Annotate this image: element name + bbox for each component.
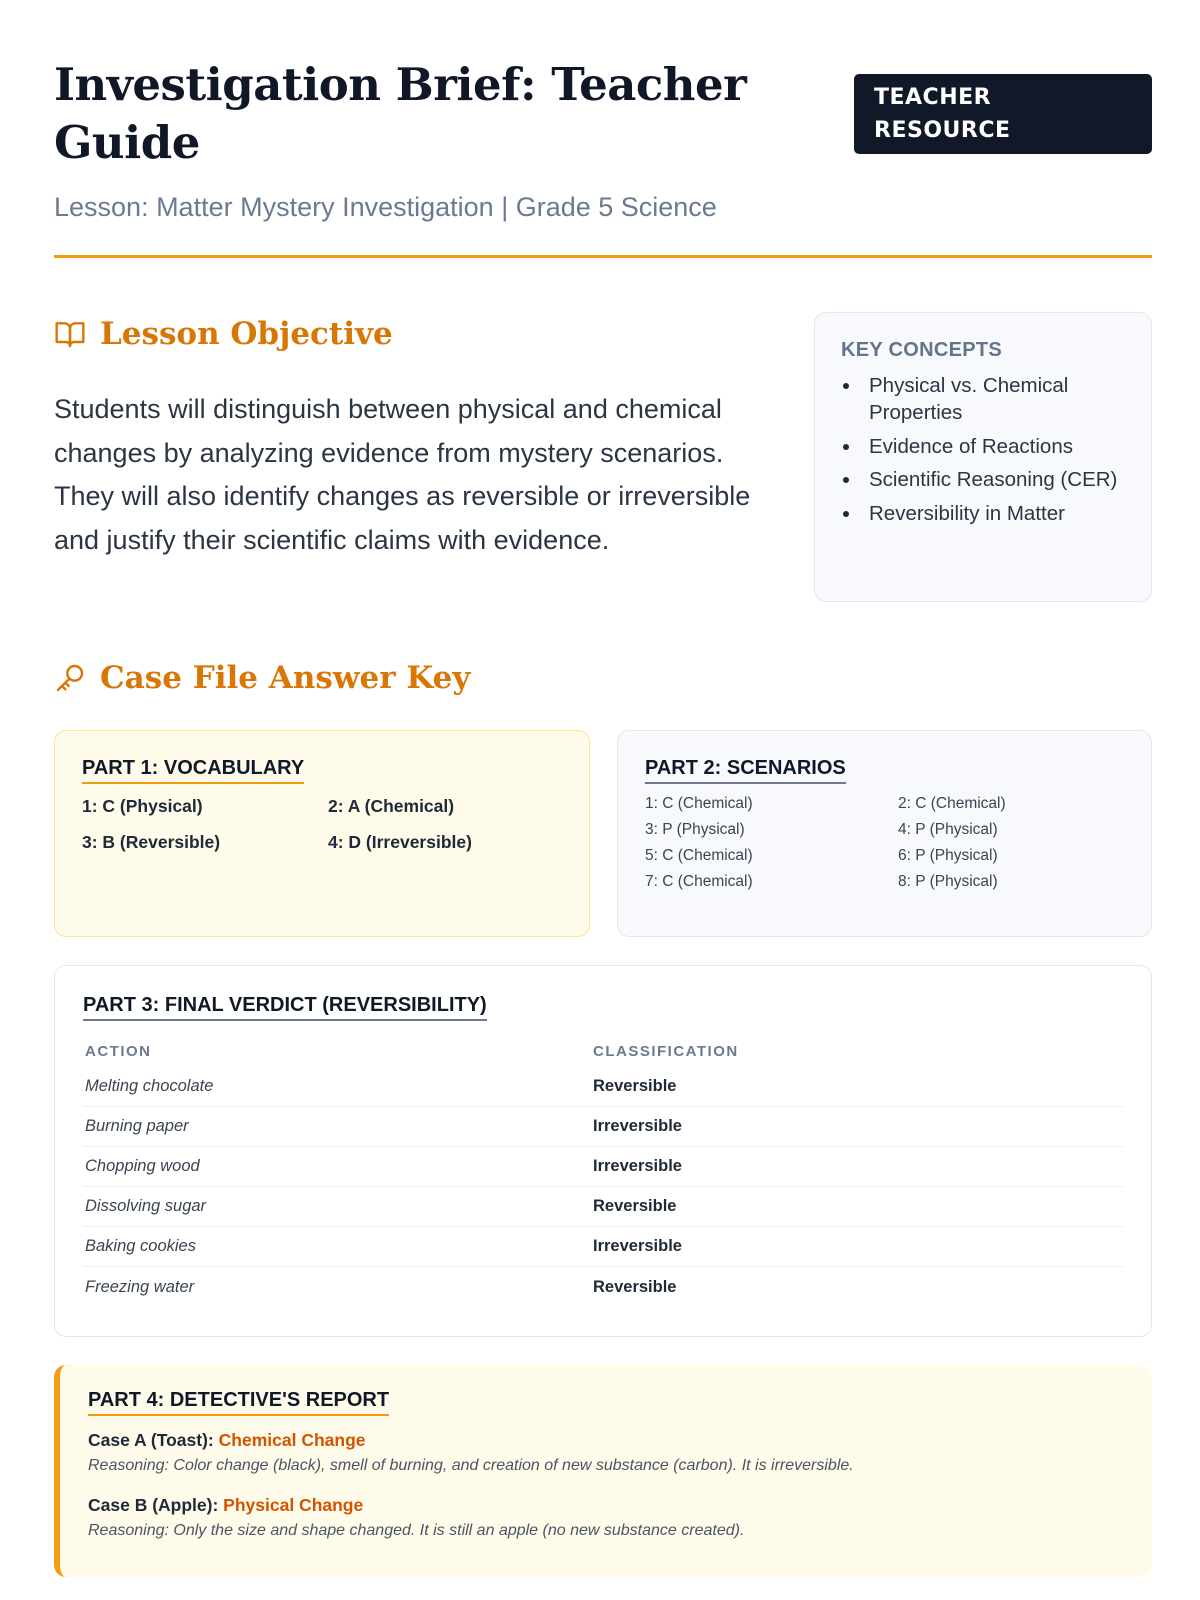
list-item: 6: P (Physical) (898, 847, 998, 864)
classification-cell: Irreversible (593, 1237, 682, 1255)
case-b-reasoning: Reasoning: Only the size and shape changed. It is still an apple (no new substance created). (88, 1522, 745, 1539)
table-row (83, 1227, 1123, 1267)
part2-title: PART 2: SCENARIOS (645, 757, 846, 784)
list-item: 4: D (Irreversible) (328, 832, 472, 852)
table-row (83, 1107, 1123, 1147)
answer-key-title: Case File Answer Key (100, 660, 471, 696)
list-item: 7: C (Chemical) (645, 873, 753, 890)
classification-cell: Reversible (593, 1197, 677, 1215)
list-item: 2: C (Chemical) (898, 795, 1006, 812)
list-item: 1: C (Chemical) (645, 795, 753, 812)
case-a-reasoning: Reasoning: Color change (black), smell of burning, and creation of new substance (carbon). It is irreversible. (88, 1457, 854, 1474)
part3-final-verdict-box (54, 965, 1152, 1337)
action-cell: Chopping wood (85, 1157, 200, 1175)
case-a-label: Case A (Toast): (88, 1430, 214, 1450)
part2-scenarios-box (617, 730, 1152, 937)
table-header (83, 1035, 1123, 1067)
case-b-line (88, 1495, 1124, 1516)
classification-cell: Reversible (593, 1077, 677, 1095)
case-b-verdict: Physical Change (223, 1495, 364, 1515)
list-item: 3: P (Physical) (645, 821, 745, 838)
list-item: 1: C (Physical) (82, 796, 203, 816)
action-cell: Freezing water (85, 1277, 195, 1296)
open-book-icon (54, 318, 86, 350)
part1-answers (82, 796, 562, 853)
case-b-label: Case B (Apple): (88, 1495, 219, 1515)
case-a-verdict: Chemical Change (218, 1430, 366, 1450)
action-cell: Burning paper (85, 1117, 189, 1135)
action-cell: Melting chocolate (85, 1077, 214, 1095)
lesson-objective-heading (54, 316, 393, 352)
reversibility-table (83, 1035, 1123, 1307)
table-row (83, 1067, 1123, 1107)
action-cell: Baking cookies (85, 1237, 196, 1255)
list-item: 5: C (Chemical) (645, 847, 753, 864)
list-item: Physical vs. Chemical Properties (841, 372, 1125, 426)
lesson-objective-text: Students will distinguish between physical and chemical changes by analyzing evidence from mystery scenarios. They will also identify changes as reversible or irreversible and justify their scientific claims with evidence. (54, 394, 751, 555)
page-header (54, 0, 1152, 258)
action-cell: Dissolving sugar (85, 1197, 207, 1215)
lesson-subtitle: Lesson: Matter Mystery Investigation | Grade 5 Science (54, 192, 717, 222)
teacher-guide-page (54, 0, 1152, 1539)
part2-answers (645, 795, 1124, 891)
key-concepts-title: KEY CONCEPTS (841, 339, 1003, 361)
classification-cell: Reversible (593, 1277, 677, 1296)
list-item: 4: P (Physical) (898, 821, 998, 838)
part4-title: PART 4: DETECTIVE'S REPORT (88, 1389, 389, 1416)
answer-key-heading (54, 660, 470, 696)
list-item: Scientific Reasoning (CER) (841, 466, 1125, 493)
page-title: Investigation Brief: Teacher Guide (54, 58, 747, 169)
part4-detectives-report-box (54, 1365, 1152, 1577)
list-item: Evidence of Reactions (841, 433, 1125, 460)
part1-vocabulary-box (54, 730, 590, 937)
list-item: Reversibility in Matter (841, 500, 1125, 527)
column-header-classification: CLASSIFICATION (593, 1042, 739, 1060)
table-row (83, 1147, 1123, 1187)
lesson-objective-title: Lesson Objective (100, 316, 393, 352)
key-concepts-list (841, 372, 1125, 527)
teacher-resource-badge: TEACHER RESOURCE (854, 74, 1152, 154)
case-a-line (88, 1430, 1124, 1451)
column-header-action: ACTION (85, 1042, 152, 1060)
part3-title: PART 3: FINAL VERDICT (REVERSIBILITY) (83, 994, 487, 1021)
key-icon (54, 662, 86, 694)
classification-cell: Irreversible (593, 1117, 682, 1135)
list-item: 8: P (Physical) (898, 873, 998, 890)
classification-cell: Irreversible (593, 1157, 682, 1175)
part1-title: PART 1: VOCABULARY (82, 757, 304, 784)
list-item: 2: A (Chemical) (328, 796, 455, 816)
table-row (83, 1187, 1123, 1227)
key-concepts-box (814, 312, 1152, 602)
list-item: 3: B (Reversible) (82, 832, 221, 852)
table-row (83, 1267, 1123, 1307)
